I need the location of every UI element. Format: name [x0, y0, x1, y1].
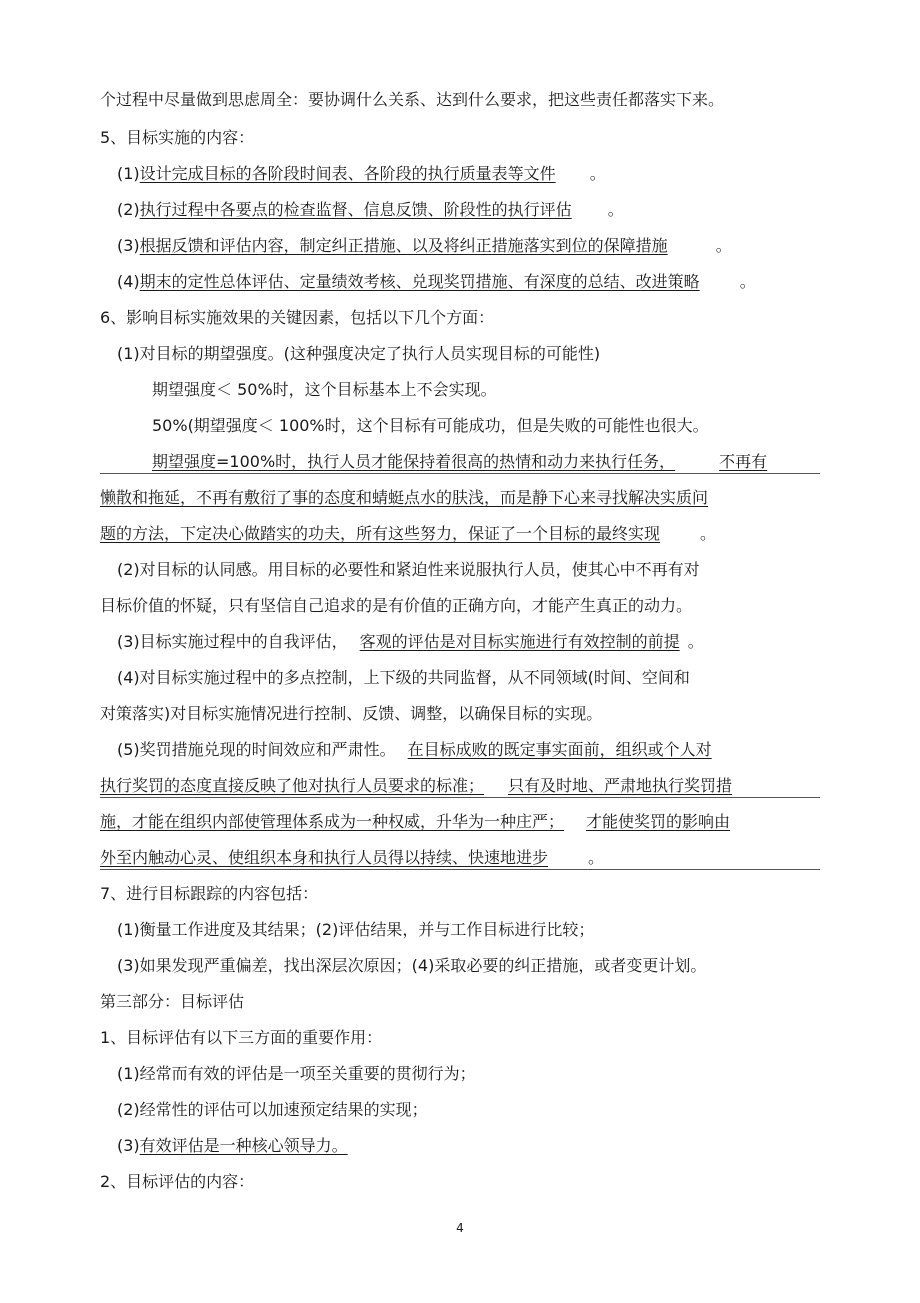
- paragraph-line: 施，才能在组织内部使管理体系成为一种权威，升华为一种庄严； 才能使奖罚的影响由: [100, 812, 731, 831]
- divider-line: [100, 869, 820, 870]
- paragraph-line: 外至内触动心灵、使组织本身和执行人员得以持续、快速地进步 。: [100, 848, 605, 867]
- list-item-1-2: (2)经常性的评估可以加速预定结果的实现；: [117, 1100, 428, 1119]
- paragraph-line: 个过程中尽量做到思虑周全：要协调什么关系、达到什么要求，把这些责任都落实下来。: [100, 90, 725, 109]
- section-heading-1: 1、目标评估有以下三方面的重要作用：: [100, 1028, 383, 1047]
- list-item-1-3: (3)有效评估是一种核心领导力。: [117, 1136, 348, 1155]
- section-heading-5: 5、目标实施的内容：: [100, 128, 255, 147]
- list-item-7-2: (3)如果发现严重偏差，找出深层次原因；(4)采取必要的纠正措施，或者变更计划。: [117, 956, 707, 975]
- list-item-6-2: (2)对目标的认同感。用目标的必要性和紧迫性来说服执行人员，使其心中不再有对: [117, 560, 700, 579]
- paragraph-line: 对策落实)对目标实施情况进行控制、反馈、调整，以确保目标的实现。: [100, 704, 603, 723]
- paragraph-line: 期望强度=100%时，执行人员才能保持着很高的热情和动力来执行任务， 不再有: [152, 452, 768, 471]
- section-heading-2: 2、目标评估的内容：: [100, 1172, 255, 1191]
- paragraph-line: 目标价值的怀疑，只有坚信自己追求的是有价值的正确方向，才能产生真正的动力。: [100, 596, 693, 615]
- section-heading-6: 6、影响目标实施效果的关键因素，包括以下几个方面：: [100, 308, 495, 327]
- divider-line: [100, 797, 820, 798]
- list-item-6-3: (3)目标实施过程中的自我评估， 客观的评估是对目标实施进行有效控制的前提 。: [117, 632, 704, 651]
- page-number: 4: [456, 1221, 464, 1235]
- list-item-7-1: (1)衡量工作进度及其结果；(2)评估结果，并与工作目标进行比较；: [117, 920, 595, 939]
- list-item-5-4: (4)期末的定性总体评估、定量绩效考核、兑现奖罚措施、有深度的总结、改进策略 。: [117, 272, 756, 291]
- part-heading: 第三部分：目标评估: [100, 992, 245, 1011]
- paragraph-line: 题的方法，下定决心做踏实的功夫，所有这些努力，保证了一个目标的最终实现 。: [100, 524, 717, 543]
- list-item-5-2: (2)执行过程中各要点的检查监督、信息反馈、阶段性的执行评估 。: [117, 200, 624, 219]
- list-item-6-1: (1)对目标的期望强度。(这种强度决定了执行人员实现目标的可能性): [117, 344, 601, 363]
- list-item-1-1: (1)经常而有效的评估是一项至关重要的贯彻行为；: [117, 1064, 476, 1083]
- divider-line: [100, 473, 820, 474]
- list-item-5-3: (3)根据反馈和评估内容，制定纠正措施、以及将纠正措施落实到位的保障措施 。: [117, 236, 732, 255]
- list-item-5-1: (1)设计完成目标的各阶段时间表、各阶段的执行质量表等文件 。: [117, 164, 606, 183]
- paragraph-line: 懒散和拖延，不再有敷衍了事的态度和蜻蜓点水的肤浅，而是静下心来寻找解决实质问: [100, 488, 709, 507]
- list-item-6-5: (5)奖罚措施兑现的时间效应和严肃性。 在目标成败的既定事实面前，组织或个人对: [117, 740, 712, 759]
- section-heading-7: 7、进行目标跟踪的内容包括：: [100, 884, 319, 903]
- list-item-6-4: (4)对目标实施过程中的多点控制，上下级的共同监督，从不同领域(时间、空间和: [117, 668, 690, 687]
- paragraph-line: 期望强度＜ 50%时，这个目标基本上不会实现。: [152, 380, 497, 399]
- paragraph-line: 50%(期望强度＜ 100%时，这个目标有可能成功，但是失败的可能性也很大。: [152, 416, 709, 435]
- paragraph-line: 执行奖罚的态度直接反映了他对执行人员要求的标准； 只有及时地、严肃地执行奖罚措: [100, 776, 733, 795]
